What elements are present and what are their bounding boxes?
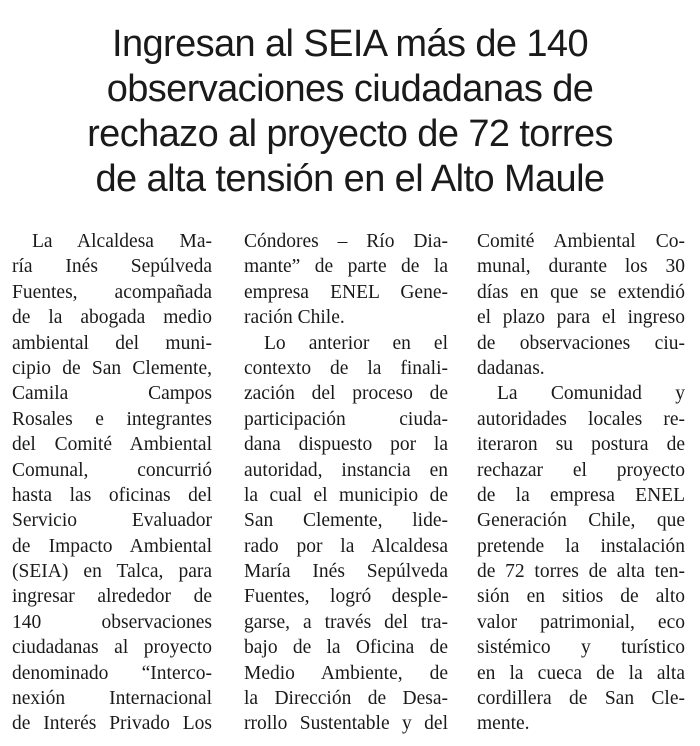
body-text-line: en la cueca de la alta xyxy=(477,662,685,684)
body-text-line: (SEIA) en Talca, para xyxy=(12,561,212,583)
body-text-line: La Alcaldesa Ma- xyxy=(32,231,212,252)
body-text-line: rechazar el proyecto xyxy=(477,459,685,481)
article-column-2 xyxy=(244,229,448,737)
body-text-line: La Comunidad y xyxy=(497,383,685,405)
body-text-line: ración Chile. xyxy=(244,307,345,329)
headline-line: rechazo al proyecto de 72 torres xyxy=(87,113,613,155)
body-text-line: ambiental del muni- xyxy=(12,332,212,354)
body-text-line: zación del proceso de xyxy=(244,383,448,405)
body-text-line: garse, a través del tra- xyxy=(244,611,448,633)
body-text-line: Servicio Evaluador xyxy=(12,510,212,532)
body-text-line: Comunal, concurrió xyxy=(12,459,212,481)
body-text-line: de Impacto Ambiental xyxy=(12,535,212,557)
body-text-line: participación ciuda- xyxy=(244,408,448,430)
body-text-line: mante” de parte de la xyxy=(244,256,448,278)
body-text-line: dana dispuesto por la xyxy=(244,434,448,456)
body-text-line: de la abogada medio xyxy=(12,307,212,329)
article-column-1 xyxy=(12,229,212,737)
body-text-line: del Comité Ambiental xyxy=(12,434,212,456)
body-text-line: Medio Ambiente, de xyxy=(244,662,448,684)
body-text-line: autoridad, instancia en xyxy=(244,459,448,481)
body-text-line: la Dirección de Desa- xyxy=(244,688,448,710)
body-text-line: ingresar alrededor de xyxy=(12,586,212,608)
body-text-line: mente. xyxy=(477,713,530,735)
body-text-line: sión en sitios de alto xyxy=(477,586,685,608)
body-text-line: Generación Chile, que xyxy=(477,510,685,532)
headline-line: de alta tensión en el Alto Maule xyxy=(95,158,605,200)
body-text-line: de 72 torres de alta ten- xyxy=(477,561,685,583)
body-text-line: de la empresa ENEL xyxy=(477,484,685,506)
body-text-line: denominado “Interco- xyxy=(12,662,212,684)
body-text-line: de observaciones ciu- xyxy=(477,332,685,354)
body-text-line: Fuentes, logró desple- xyxy=(244,586,448,608)
body-text-line: rrollo Sustentable y del xyxy=(244,713,448,735)
body-text-line: la cual el municipio de xyxy=(244,484,448,506)
article-headline xyxy=(10,22,690,202)
body-text-line: empresa ENEL Gene- xyxy=(244,281,448,303)
body-text-line: ría Inés Sepúlveda xyxy=(12,256,212,278)
body-text-line: bajo de la Oficina de xyxy=(244,637,448,659)
body-text-line: hasta las oficinas del xyxy=(12,484,212,506)
body-text-line: 140 observaciones xyxy=(12,611,212,633)
body-text-line: María Inés Sepúlveda xyxy=(244,561,448,583)
body-text-line: Lo anterior en el xyxy=(264,332,448,354)
body-text-line: valor patrimonial, eco xyxy=(477,611,685,633)
body-text-line: días en que se extendió xyxy=(477,281,685,303)
headline-line: Ingresan al SEIA más de 140 xyxy=(111,23,588,65)
article-column-3 xyxy=(477,229,685,737)
body-text-line: pretende la instalación xyxy=(477,535,685,557)
body-text-line: sistémico y turístico xyxy=(477,637,685,659)
body-text-line: Camila Campos xyxy=(12,383,212,405)
body-text-line: San Clemente, lide- xyxy=(244,510,448,532)
body-text-line: iteraron su postura de xyxy=(477,434,685,456)
body-text-line: dadanas. xyxy=(477,357,545,379)
headline-line: observaciones ciudadanas de xyxy=(106,68,594,110)
body-text-line: cipio de San Clemente, xyxy=(12,357,212,379)
body-text-line: de Interés Privado Los xyxy=(12,713,212,735)
body-text-line: Comité Ambiental Co- xyxy=(477,231,685,252)
body-text-line: cordillera de San Cle- xyxy=(477,688,685,710)
body-text-line: Cóndores – Río Dia- xyxy=(244,231,448,252)
body-text-line: el plazo para el ingreso xyxy=(477,307,685,329)
body-text-line: munal, durante los 30 xyxy=(477,256,685,278)
body-text-line: Rosales e integrantes xyxy=(12,408,212,430)
body-text-line: nexión Internacional xyxy=(12,688,212,710)
body-text-line: rado por la Alcaldesa xyxy=(244,535,448,557)
body-text-line: ciudadanas al proyecto xyxy=(12,637,212,659)
body-text-line: autoridades locales re- xyxy=(477,408,685,430)
body-text-line: Fuentes, acompañada xyxy=(12,281,212,303)
body-text-line: contexto de la finali- xyxy=(244,357,448,379)
